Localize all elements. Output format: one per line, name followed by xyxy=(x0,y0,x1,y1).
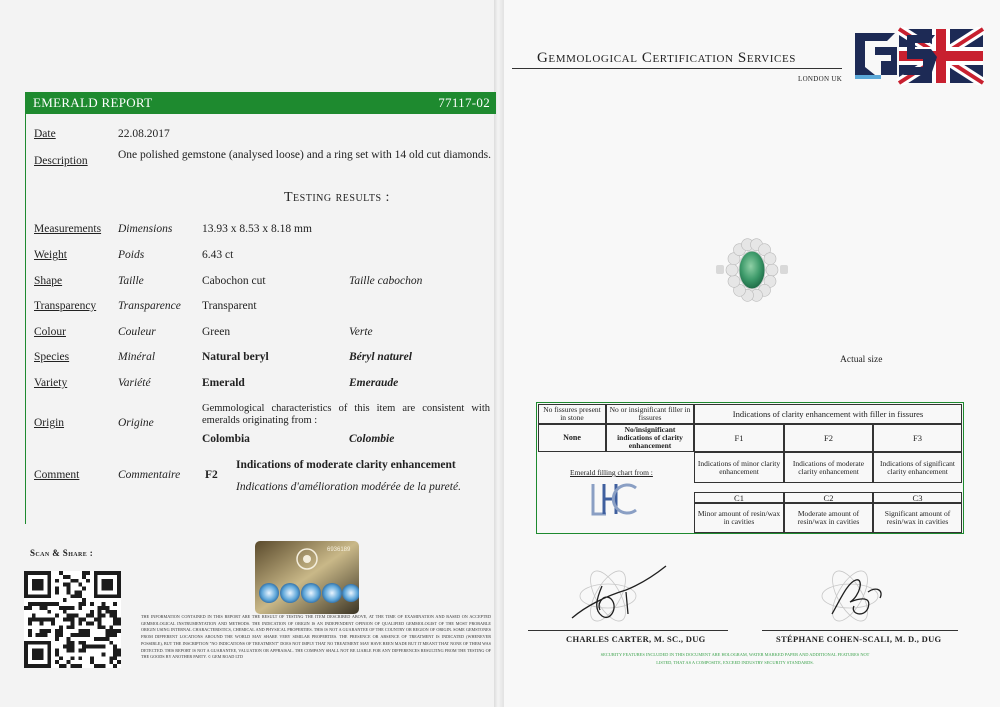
qr-module xyxy=(98,621,102,625)
origin-value-fr: Colombie xyxy=(349,433,395,445)
comment-value-fr: Indications d'amélioration modérée de la pureté. xyxy=(236,481,461,493)
qr-module xyxy=(90,660,94,664)
qr-module xyxy=(63,610,67,614)
qr-module xyxy=(71,641,75,645)
transparency-value: Transparent xyxy=(202,300,257,312)
qr-module xyxy=(55,629,59,633)
qr-module xyxy=(63,618,67,622)
signatory-carter: CHARLES CARTER, M. SC., DUG xyxy=(566,634,706,644)
qr-module xyxy=(40,606,44,610)
date-label: Date xyxy=(34,128,56,140)
qr-module xyxy=(113,614,117,618)
hologram-serial: 6936189 xyxy=(327,547,351,553)
qr-module xyxy=(71,579,75,583)
qr-module xyxy=(105,637,109,641)
qr-module xyxy=(63,645,67,649)
qr-module xyxy=(71,664,75,668)
qr-module xyxy=(78,629,82,633)
report-title: EMERALD REPORT xyxy=(33,95,153,110)
halo-diamond xyxy=(728,275,740,287)
shape-value-fr: Taille cabochon xyxy=(349,275,423,287)
qr-module xyxy=(102,637,106,641)
qr-module xyxy=(67,637,71,641)
origin-label-fr: Origine xyxy=(118,417,154,429)
transparency-label-fr: Transparence xyxy=(118,300,181,312)
qr-module xyxy=(55,637,59,641)
halo-diamond xyxy=(764,253,776,265)
group-filler-header: Indications of clarity enhancement with filler in fissures xyxy=(694,404,962,424)
col-no-filler-header: No or insignificant filler in fissures xyxy=(606,404,694,424)
origin-row xyxy=(34,403,494,449)
qr-module xyxy=(59,571,63,575)
comment-label: Comment xyxy=(34,469,80,481)
qr-module xyxy=(74,590,78,594)
qr-module xyxy=(102,664,106,668)
shape-label-fr: Taille xyxy=(118,275,144,287)
qr-module xyxy=(40,602,44,606)
qr-module xyxy=(24,606,28,610)
qr-module xyxy=(90,610,94,614)
qr-module xyxy=(117,618,121,622)
hologram-security-sticker xyxy=(255,541,359,614)
qr-module xyxy=(78,633,82,637)
qr-module xyxy=(113,649,117,653)
qr-module xyxy=(98,645,102,649)
f1-code: F1 xyxy=(694,424,784,452)
qr-module xyxy=(71,645,75,649)
qr-module xyxy=(28,621,32,625)
qr-module xyxy=(55,579,59,583)
qr-module xyxy=(117,649,121,653)
qr-module xyxy=(113,652,117,656)
qr-module xyxy=(55,652,59,656)
qr-module xyxy=(90,614,94,618)
qr-module xyxy=(47,618,51,622)
qr-module xyxy=(78,602,82,606)
report-header-bar xyxy=(25,92,496,114)
qr-module xyxy=(47,629,51,633)
col-no-fissures-value: None xyxy=(538,424,606,452)
qr-module xyxy=(78,618,82,622)
qr-module xyxy=(71,594,75,598)
qr-module xyxy=(82,629,86,633)
security-features-note: SECURITY FEATURES INCLUDED IN THIS DOCUMENT ARE HOLOGRAM, WATER MARKED PAPER AND ADDITIONAL FEATURES NOT LISTED, THAT AS A COMPOSITE, EXCEED INDUSTRY SECURITY STANDARDS. xyxy=(600,652,870,665)
qr-module xyxy=(98,637,102,641)
qr-module xyxy=(28,602,32,606)
measurements-label-fr: Dimensions xyxy=(118,223,173,235)
qr-module xyxy=(113,618,117,622)
qr-module xyxy=(86,629,90,633)
qr-module xyxy=(67,587,71,591)
species-value-fr: Béryl naturel xyxy=(349,351,412,363)
c3-code: C3 xyxy=(873,492,962,503)
qr-module xyxy=(55,660,59,664)
qr-module xyxy=(82,633,86,637)
qr-module xyxy=(109,614,113,618)
qr-module xyxy=(109,610,113,614)
weight-label: Weight xyxy=(34,249,67,261)
qr-module xyxy=(63,598,67,602)
ring-photo xyxy=(716,234,788,306)
qr-module xyxy=(74,614,78,618)
qr-module xyxy=(113,602,117,606)
qr-module xyxy=(117,652,121,656)
qr-module xyxy=(86,571,90,575)
qr-module xyxy=(59,656,63,660)
colour-label: Colour xyxy=(34,326,66,338)
qr-module xyxy=(105,610,109,614)
qr-module xyxy=(59,625,63,629)
qr-module xyxy=(109,625,113,629)
qr-module xyxy=(55,614,59,618)
qr-module xyxy=(78,656,82,660)
qr-module xyxy=(32,614,36,618)
qr-module xyxy=(32,618,36,622)
qr-module xyxy=(94,637,98,641)
qr-module xyxy=(67,625,71,629)
f3-description: Indications of significant clarity enhancement xyxy=(873,452,962,483)
svg-text:LHC: LHC xyxy=(590,482,592,483)
qr-module xyxy=(86,579,90,583)
qr-module xyxy=(67,618,71,622)
disclaimer-text: THE INFORMATION CONTAINED IN THIS REPORT ARE THE RESULT OF TESTING THE ITEM DESCRIBED ABOVE, AT THE TIME OF EXAMINATION AND BASED ON ACCEPTED GEMMOLOGICAL INSTRUMENTATION AND METHODS. THE INDICATION OF ORIGIN IS AN INDEPENDENT OPINION OF QUALIFIED GEMMOLOGIST OF THE MOST PROBABLE ORIGIN USING INTERNAL CHARACTERISTICS, CHEMICAL AND PHYSICAL PROPERTIES. THIS IS NOT A GUARANTEE OF THE COUNTRY OR REGION OF ORIGIN. SOME GEMSTONES FROM DIFFERENT LOCATIONS AROUND THE WORLD MAY SHARE VERY SIMILAR PROPERTIES. THE PRESENCE OR ABSENCE OF TREATMENT IS INDICATED (WHENEVER POSSIBLE), BUT THE INSCRIPTION "NO INDICATIONS OF TREATMENT" DOES NOT IMPLY THAT NO TREATMENT MAY HAVE BEEN MADE BUT IT MEANT THAT NONE OF THEM WAS DETECTED. THIS REPORT IS NOT A GUARANTEE, VALUATION OR APPRAISAL. THE COMPANY SHALL NOT BE LIABLE FOR ANY DIFFERENCES RESULTING FROM THE TESTING OF THE GOODS BY ANOTHER PARTY. © GEM ROAD LTD xyxy=(141,614,491,660)
qr-module xyxy=(74,579,78,583)
colour-value-fr: Verte xyxy=(349,326,373,338)
qr-module xyxy=(113,633,117,637)
signature-line-cohen-scali xyxy=(762,630,958,631)
qr-module xyxy=(102,606,106,610)
qr-module xyxy=(47,602,51,606)
qr-module xyxy=(63,583,67,587)
f2-description: Indications of moderate clarity enhancement xyxy=(784,452,873,483)
origin-value: Colombia xyxy=(202,433,250,445)
qr-module xyxy=(74,664,78,668)
qr-module xyxy=(105,629,109,633)
qr-module xyxy=(71,625,75,629)
qr-module xyxy=(40,618,44,622)
qr-module xyxy=(59,664,63,668)
species-label-fr: Minéral xyxy=(118,351,156,363)
certifier-location: LONDON UK xyxy=(798,75,843,83)
qr-module xyxy=(113,645,117,649)
qr-module xyxy=(90,656,94,660)
qr-module xyxy=(71,621,75,625)
qr-module xyxy=(117,621,121,625)
qr-module xyxy=(43,606,47,610)
qr-module xyxy=(51,618,55,622)
f1-description: Indications of minor clarity enhancement xyxy=(694,452,784,483)
qr-module xyxy=(67,575,71,579)
qr-module xyxy=(98,618,102,622)
actual-size-label: Actual size xyxy=(840,355,883,365)
qr-module xyxy=(71,606,75,610)
qr-module xyxy=(55,633,59,637)
qr-module xyxy=(102,652,106,656)
qr-module xyxy=(109,660,113,664)
qr-module xyxy=(78,583,82,587)
qr-module xyxy=(98,614,102,618)
comment-label-fr: Commentaire xyxy=(118,469,181,481)
qr-module xyxy=(86,645,90,649)
qr-module xyxy=(40,621,44,625)
qr-module xyxy=(94,645,98,649)
qr-module xyxy=(109,656,113,660)
signature-carter xyxy=(566,556,686,636)
colour-label-fr: Couleur xyxy=(118,326,156,338)
f2-code: F2 xyxy=(784,424,873,452)
origin-label: Origin xyxy=(34,417,65,429)
qr-module xyxy=(36,633,40,637)
description-value: One polished gemstone (analysed loose) and a ring set with 14 old cut diamonds. xyxy=(118,149,492,161)
qr-module xyxy=(102,602,106,606)
qr-module xyxy=(90,645,94,649)
qr-module xyxy=(82,649,86,653)
qr-module xyxy=(36,618,40,622)
qr-module xyxy=(55,587,59,591)
halo-diamond xyxy=(726,264,738,276)
c1-description: Minor amount of resin/wax in cavities xyxy=(694,503,784,533)
qr-module xyxy=(59,633,63,637)
qr-module xyxy=(28,618,32,622)
qr-module xyxy=(98,664,102,668)
qr-module xyxy=(47,610,51,614)
halo-diamond xyxy=(766,264,778,276)
c2-code: C2 xyxy=(784,492,873,503)
qr-module xyxy=(82,618,86,622)
qr-module xyxy=(43,629,47,633)
qr-module xyxy=(63,606,67,610)
certifier-name: Gemmological Certification Services xyxy=(537,50,797,66)
qr-module xyxy=(78,621,82,625)
comment-row xyxy=(34,459,494,495)
col-no-filler-value: No/insignificant indications of clarity enhancement xyxy=(606,424,694,452)
qr-module xyxy=(67,641,71,645)
qr-module xyxy=(40,633,44,637)
qr-module xyxy=(32,602,36,606)
signatory-cohen-scali: STÉPHANE COHEN-SCALI, M. D., DUG xyxy=(776,634,942,644)
qr-module xyxy=(63,575,67,579)
qr-module xyxy=(86,621,90,625)
qr-module xyxy=(71,656,75,660)
emerald-chart-source: Emerald filling chart from : xyxy=(570,468,653,477)
qr-module xyxy=(109,641,113,645)
qr-module xyxy=(67,614,71,618)
qr-module xyxy=(71,633,75,637)
qr-module xyxy=(63,664,67,668)
qr-module xyxy=(74,633,78,637)
qr-module xyxy=(78,590,82,594)
qr-module xyxy=(78,649,82,653)
signature-cohen-scali xyxy=(810,556,930,636)
qr-module xyxy=(113,664,117,668)
description-label: Description xyxy=(34,155,88,167)
qr-module xyxy=(105,606,109,610)
qr-module xyxy=(71,618,75,622)
origin-text: Gemmological characteristics of this item are consistent with emeralds originating from : xyxy=(202,403,490,426)
qr-module xyxy=(43,618,47,622)
qr-module xyxy=(94,618,98,622)
certifier-rule xyxy=(512,68,842,69)
qr-module xyxy=(67,590,71,594)
qr-module xyxy=(82,598,86,602)
qr-module xyxy=(78,594,82,598)
qr-module xyxy=(90,602,94,606)
qr-module xyxy=(71,649,75,653)
c3-description: Significant amount of resin/wax in cavities xyxy=(873,503,962,533)
comment-code: F2 xyxy=(205,469,218,481)
qr-module xyxy=(117,660,121,664)
qr-module xyxy=(86,614,90,618)
qr-module xyxy=(98,625,102,629)
species-label: Species xyxy=(34,351,70,363)
qr-module xyxy=(36,602,40,606)
qr-module xyxy=(40,629,44,633)
qr-module xyxy=(55,649,59,653)
qr-module xyxy=(78,664,82,668)
qr-module xyxy=(67,660,71,664)
qr-module xyxy=(28,633,32,637)
qr-module xyxy=(82,587,86,591)
report-number: 77117-02 xyxy=(438,95,490,110)
lhc-lab-logo xyxy=(590,482,640,516)
qr-module xyxy=(82,571,86,575)
qr-module xyxy=(102,614,106,618)
comment-value: Indications of moderate clarity enhancement xyxy=(236,459,456,471)
qr-module xyxy=(102,645,106,649)
qr-module xyxy=(59,606,63,610)
qr-module xyxy=(113,621,117,625)
qr-module xyxy=(43,602,47,606)
qr-module xyxy=(82,602,86,606)
scan-share-label: Scan & Share : xyxy=(30,548,94,558)
qr-module xyxy=(28,629,32,633)
qr-module xyxy=(74,594,78,598)
qr-module xyxy=(67,606,71,610)
measurements-label: Measurements xyxy=(34,223,102,235)
colour-value: Green xyxy=(202,326,231,338)
weight-value: 6.43 ct xyxy=(202,249,234,261)
qr-module xyxy=(113,629,117,633)
qr-module xyxy=(98,606,102,610)
variety-label-fr: Variété xyxy=(118,377,151,389)
qr-module xyxy=(55,590,59,594)
shape-value: Cabochon cut xyxy=(202,275,266,287)
variety-value-fr: Emeraude xyxy=(349,377,399,389)
qr-module xyxy=(86,633,90,637)
species-value: Natural beryl xyxy=(202,351,269,363)
qr-module xyxy=(67,649,71,653)
qr-module xyxy=(94,664,98,668)
qr-module xyxy=(98,610,102,614)
qr-module xyxy=(78,641,82,645)
variety-label: Variety xyxy=(34,377,68,389)
gcs-logo xyxy=(851,27,985,85)
qr-module xyxy=(51,621,55,625)
variety-value: Emerald xyxy=(202,377,245,389)
testing-results-heading: Testing results : xyxy=(284,190,390,205)
qr-module xyxy=(67,645,71,649)
qr-module xyxy=(43,633,47,637)
col-no-fissures-header: No fissures present in stone xyxy=(538,404,606,424)
qr-module xyxy=(51,602,55,606)
qr-code[interactable] xyxy=(24,571,121,668)
qr-module xyxy=(90,621,94,625)
qr-module xyxy=(55,602,59,606)
report-border xyxy=(25,114,26,524)
qr-module xyxy=(78,606,82,610)
qr-module xyxy=(109,629,113,633)
qr-module xyxy=(109,633,113,637)
c2-description: Moderate amount of resin/wax in cavities xyxy=(784,503,873,533)
qr-module xyxy=(71,614,75,618)
signature-line-carter xyxy=(528,630,728,631)
transparency-label: Transparency xyxy=(34,300,97,312)
qr-module xyxy=(82,645,86,649)
qr-module xyxy=(59,629,63,633)
date-value: 22.08.2017 xyxy=(118,128,170,140)
measurements-value: 13.93 x 8.53 x 8.18 mm xyxy=(202,223,312,235)
c1-code: C1 xyxy=(694,492,784,503)
weight-label-fr: Poids xyxy=(118,249,145,261)
qr-module xyxy=(113,656,117,660)
qr-module xyxy=(82,641,86,645)
shape-label: Shape xyxy=(34,275,63,287)
qr-module xyxy=(82,575,86,579)
qr-module xyxy=(105,633,109,637)
qr-module xyxy=(102,625,106,629)
qr-module xyxy=(67,583,71,587)
qr-module xyxy=(28,606,32,610)
qr-module xyxy=(113,610,117,614)
qr-module xyxy=(117,629,121,633)
f3-code: F3 xyxy=(873,424,962,452)
